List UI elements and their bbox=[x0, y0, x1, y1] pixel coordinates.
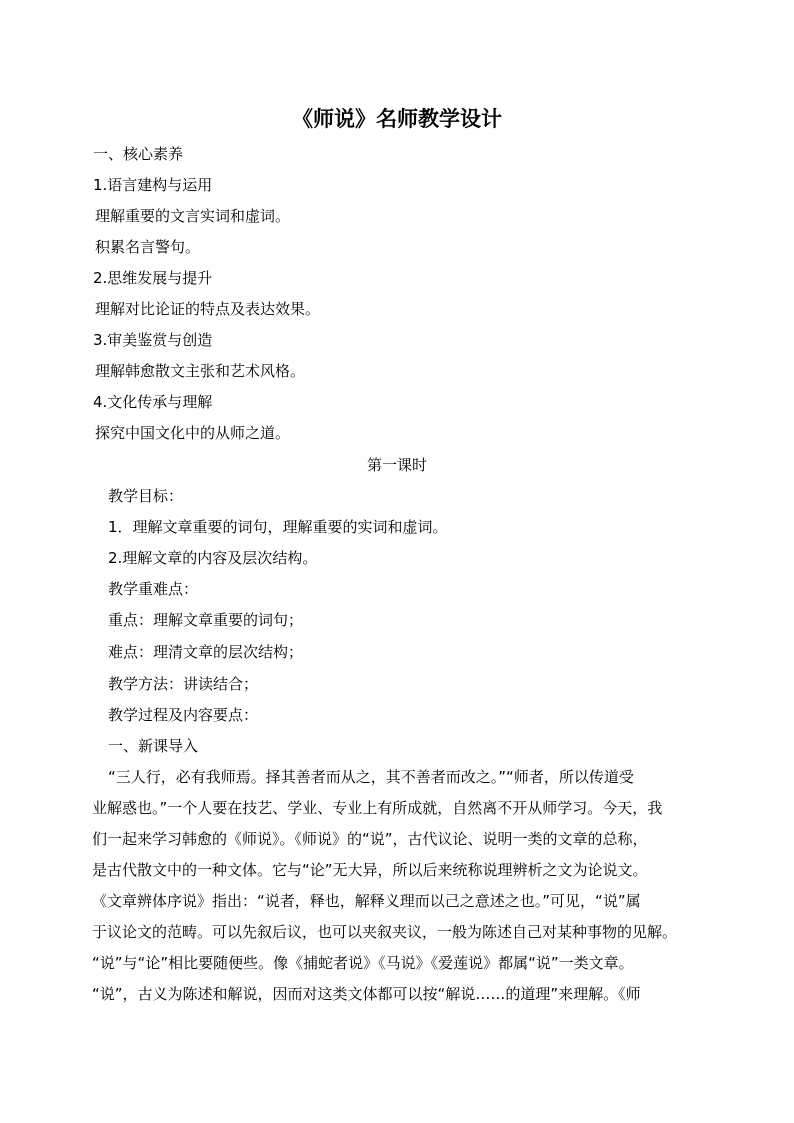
document-title: 《师说》名师教学设计 bbox=[292, 107, 502, 131]
item-heading: 3.审美鉴赏与创造 bbox=[93, 331, 213, 349]
paragraph-line: “说”与“论”相比要随便些。像《捕蛇者说》《马说》《爱莲说》都属“说”一类文章。 bbox=[92, 954, 634, 972]
paragraph-line: 是古代散文中的一种文体。它与“论”无大异，所以后来统称说理辨析之文为论说文。 bbox=[92, 861, 648, 879]
item-text: 积累名言警句。 bbox=[95, 238, 201, 256]
item-text: 探究中国文化中的从师之道。 bbox=[95, 424, 291, 442]
item-text: 理解重要的文言实词和虚词。 bbox=[95, 207, 291, 225]
item-heading: 1.语言建构与运用 bbox=[93, 176, 213, 194]
paragraph-line: “说”，古义为陈述和解说，因而对这类文体都可以按“解说……的道理”来理解。《师 bbox=[92, 985, 641, 1003]
lesson-heading: 第一课时 bbox=[366, 456, 427, 474]
lesson-line: 教学重难点： bbox=[108, 580, 199, 598]
lesson-line: 教学过程及内容要点： bbox=[108, 706, 259, 724]
paragraph-line: 《文章辨体序说》指出：“说者，释也，解释义理而以己之意述之也。”可见，“说”属 bbox=[92, 892, 641, 910]
item-heading: 2.思维发展与提升 bbox=[93, 269, 213, 287]
lesson-line: 2.理解文章的内容及层次结构。 bbox=[108, 549, 318, 567]
section-heading-core-literacy: 一、核心素养 bbox=[93, 145, 184, 163]
paragraph-line: 业解惑也。”一个人要在技艺、学业、专业上有所成就，自然离不开从师学习。今天，我 bbox=[92, 799, 663, 817]
item-heading: 4.文化传承与理解 bbox=[93, 393, 213, 411]
lesson-line: 一、新课导入 bbox=[108, 737, 199, 755]
lesson-line: 教学方法：讲读结合； bbox=[108, 675, 259, 693]
lesson-line: 难点：理清文章的层次结构； bbox=[108, 643, 304, 661]
lesson-line: 教学目标： bbox=[108, 487, 184, 505]
item-text: 理解韩愈散文主张和艺术风格。 bbox=[95, 362, 306, 380]
paragraph-line: “三人行，必有我师焉。择其善者而从之，其不善者而改之。”“师者，所以传道受 bbox=[108, 768, 634, 786]
paragraph-line: 们一起来学习韩愈的《师说》。《师说》的“说”，古代议论、说明一类的文章的总称， bbox=[92, 830, 648, 848]
lesson-line: 1．理解文章重要的词句，理解重要的实词和虚词。 bbox=[108, 518, 448, 536]
item-text: 理解对比论证的特点及表达效果。 bbox=[95, 300, 321, 318]
paragraph-line: 于议论文的范畴。可以先叙后议，也可以夹叙夹议，一般为陈述自己对某种事物的见解。 bbox=[92, 923, 678, 941]
lesson-line: 重点：理解文章重要的词句； bbox=[108, 611, 304, 629]
